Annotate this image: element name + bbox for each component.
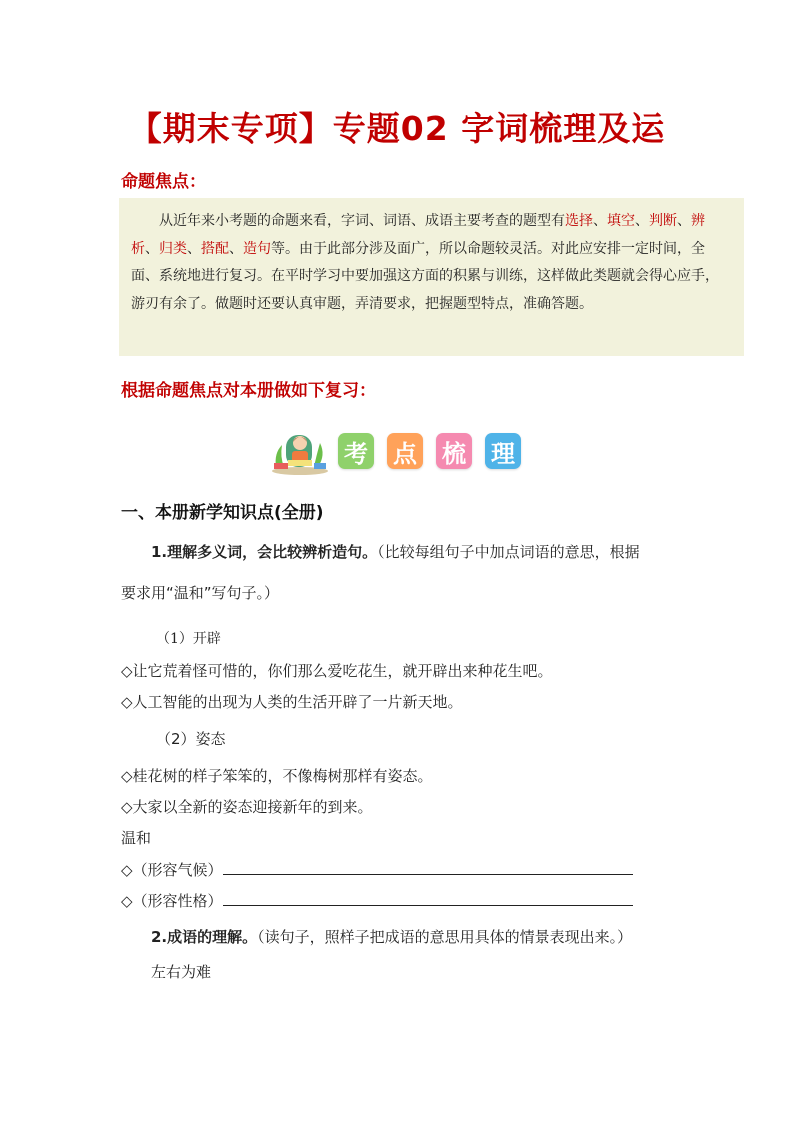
- q2-idiom: 左右为难: [151, 963, 212, 981]
- kaodian-banner: [270, 427, 534, 475]
- type-classify: 归类: [159, 240, 187, 257]
- type-judge: 判断: [649, 213, 677, 229]
- sep: 、: [145, 240, 159, 257]
- blank1-row: [121, 859, 633, 880]
- q2-instruction: （读句子，照样子把成语的意思用具体的情景表现出来。）: [257, 928, 633, 946]
- target-word: 温和: [121, 829, 152, 847]
- q2-label: 2.成语的理解。: [151, 928, 258, 946]
- type-choice: 选择: [565, 213, 593, 229]
- item2-sentence1: ◇桂花树的样子笨笨的，不像梅树那样有姿态。: [121, 767, 433, 785]
- sep: 、: [593, 213, 607, 229]
- review-heading: 根据命题焦点对本册做如下复习：: [121, 381, 376, 401]
- type-sentence: 造句: [243, 240, 271, 257]
- item1-sentence1: ◇让它荒着怪可惜的，你们那么爱吃花生，就开辟出来种花生吧。: [121, 662, 553, 680]
- q1-instruction-cont: 要求用“温和”写句子。）: [121, 584, 280, 602]
- q1-line1: [151, 541, 640, 562]
- sep: 、: [229, 240, 243, 257]
- blank2-label: ◇（形容性格）: [121, 892, 223, 910]
- tile-shu: 梳: [436, 433, 472, 469]
- sep: 、: [635, 213, 649, 229]
- item1-sentence2: ◇人工智能的出现为人类的生活开辟了一片新天地。: [121, 693, 463, 711]
- q1-label: 1.理解多义词，会比较辨析造句。: [151, 543, 378, 561]
- focus-text-part1: 从近年来小考题的命题来看，字词、词语、成语主要考查的题型有: [159, 213, 565, 229]
- q1-instruction: （比较每组句子中加点词语的意思，根据: [377, 543, 640, 561]
- item2-label: （2）姿态: [156, 730, 226, 748]
- blank1-label: ◇（形容气候）: [121, 861, 223, 879]
- focus-text-part2: 等。由于此部分涉及面广，所以命题较灵活。对此应安排一定时间，全面、系统地进行复习。在平时学习中要加强这方面的积累与训练，这样做此类题就会得心应手，游刃有余了。做题时还要认真审题，弄清要求，把握题型特点，准确答题。: [131, 240, 719, 312]
- tile-li: 理: [485, 433, 521, 469]
- sep: 、: [187, 240, 201, 257]
- blank2-row: [121, 890, 633, 911]
- type-fill: 填空: [607, 213, 635, 229]
- tile-dian: 点: [387, 433, 423, 469]
- tile-kao: 考: [338, 433, 374, 469]
- type-match: 搭配: [201, 240, 229, 257]
- item2-sentence2: ◇大家以全新的姿态迎接新年的到来。: [121, 798, 373, 816]
- sep: 、: [677, 213, 691, 229]
- section-1-title: 一、本册新学知识点(全册): [121, 503, 324, 523]
- reading-girl-illustration: [270, 427, 330, 475]
- q2-line: [151, 926, 632, 947]
- type-analyze: 辨析: [131, 213, 705, 257]
- page-title: 【期末专项】专题02 字词梳理及运: [128, 109, 666, 148]
- answer-blank-1[interactable]: [223, 860, 633, 875]
- focus-heading: 命题焦点：: [121, 172, 206, 192]
- focus-box: [119, 198, 744, 356]
- item1-label: （1）开辟: [156, 631, 221, 647]
- answer-blank-2[interactable]: [223, 891, 633, 906]
